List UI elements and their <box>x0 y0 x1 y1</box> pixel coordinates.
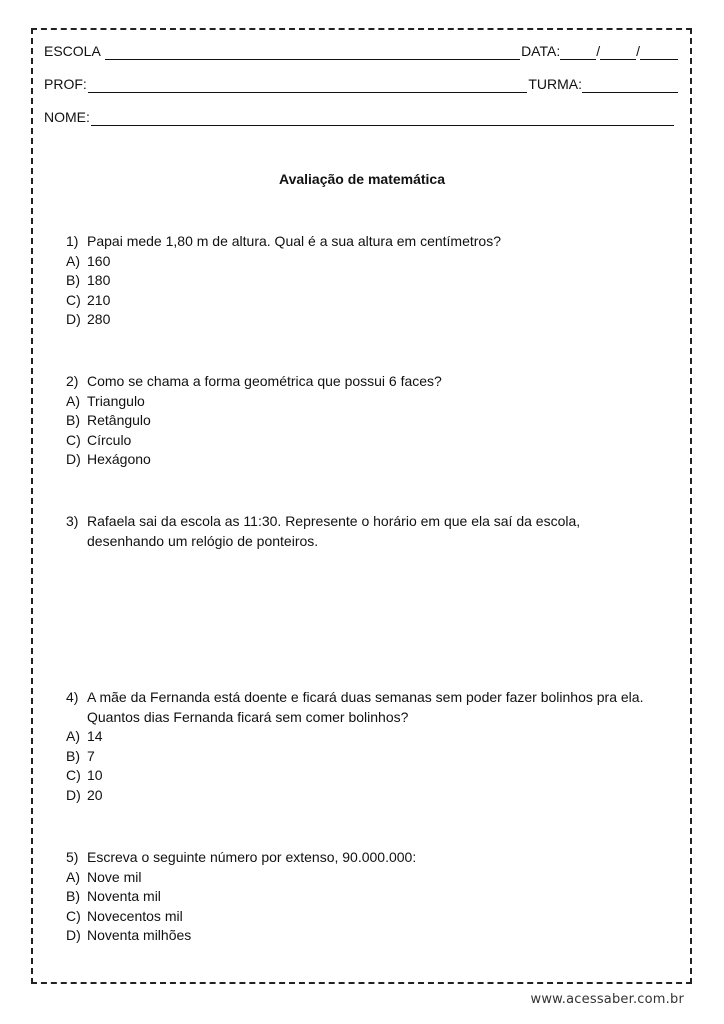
option-text: 160 <box>87 252 111 269</box>
option-b[interactable] <box>66 271 706 291</box>
option-text: Noventa milhões <box>87 927 192 944</box>
answer-area[interactable] <box>66 560 666 680</box>
option-a[interactable] <box>66 392 706 412</box>
option-text: 7 <box>87 747 95 764</box>
option-letter: C) <box>66 291 81 308</box>
option-text: 180 <box>87 272 111 289</box>
option-b[interactable] <box>66 747 698 767</box>
date-month-field[interactable] <box>600 45 636 60</box>
teacher-field[interactable] <box>88 78 528 93</box>
option-a[interactable] <box>66 252 706 272</box>
class-field[interactable] <box>582 78 678 93</box>
option-b[interactable] <box>66 411 706 431</box>
date-year-field[interactable] <box>640 45 678 60</box>
date-day-field[interactable] <box>560 45 596 60</box>
option-c[interactable] <box>66 766 698 786</box>
question-text: Como se chama a forma geométrica que possui 6 faces? <box>87 373 442 389</box>
question-number: 4) <box>66 689 79 705</box>
date-separator: / <box>636 43 640 59</box>
option-letter: D) <box>66 451 81 468</box>
option-letter: A) <box>66 392 80 409</box>
question-number: 3) <box>66 513 79 529</box>
option-text: 14 <box>87 728 103 745</box>
question-text: A mãe da Fernanda está doente e ficará duas semanas sem poder fazer bolinhos pra ela. Quantos dias Fernanda ficará sem comer bolinhos? <box>87 689 644 725</box>
option-a[interactable] <box>66 868 706 888</box>
option-text: 210 <box>87 291 111 308</box>
name-label: NOME: <box>44 109 90 125</box>
option-d[interactable] <box>66 450 706 470</box>
option-letter: A) <box>66 728 80 745</box>
option-letter: C) <box>66 907 81 924</box>
option-letter: B) <box>66 272 80 289</box>
option-letter: B) <box>66 412 80 429</box>
option-letter: C) <box>66 431 81 448</box>
option-text: Nove mil <box>87 868 142 885</box>
option-text: Círculo <box>87 431 132 448</box>
option-letter: D) <box>66 311 81 328</box>
date-label: DATA: <box>521 43 561 59</box>
option-letter: C) <box>66 767 81 784</box>
option-text: Triangulo <box>87 392 145 409</box>
option-letter: A) <box>66 868 80 885</box>
question-number: 2) <box>66 373 79 389</box>
option-d[interactable] <box>66 926 706 946</box>
option-d[interactable] <box>66 786 698 806</box>
option-a[interactable] <box>66 727 698 747</box>
option-text: 280 <box>87 311 111 328</box>
option-text: 20 <box>87 786 103 803</box>
question-1 <box>66 232 706 330</box>
question-text: Papai mede 1,80 m de altura. Qual é a sua altura em centímetros? <box>87 233 502 249</box>
option-letter: A) <box>66 252 80 269</box>
name-field[interactable] <box>91 111 674 126</box>
question-number: 5) <box>66 849 79 865</box>
option-letter: D) <box>66 786 81 803</box>
question-3 <box>66 512 626 551</box>
header-name-row <box>44 108 678 126</box>
option-letter: D) <box>66 927 81 944</box>
date-separator: / <box>596 43 601 59</box>
teacher-label: PROF: <box>44 76 87 92</box>
option-c[interactable] <box>66 431 706 451</box>
question-text: Escreva o seguinte número por extenso, 90.000.000: <box>87 849 417 865</box>
option-c[interactable] <box>66 907 706 927</box>
question-5 <box>66 848 706 946</box>
option-b[interactable] <box>66 887 706 907</box>
header-school-row <box>44 42 678 60</box>
header-teacher-row <box>44 75 678 93</box>
class-label: TURMA: <box>528 76 582 92</box>
school-field[interactable] <box>105 45 520 60</box>
option-letter: B) <box>66 747 80 764</box>
question-4 <box>66 688 698 806</box>
option-c[interactable] <box>66 291 706 311</box>
option-text: 10 <box>87 767 103 784</box>
school-label: ESCOLA <box>44 43 101 59</box>
question-2 <box>66 372 706 470</box>
question-number: 1) <box>66 233 79 249</box>
page-title: Avaliação de matemática <box>278 171 445 187</box>
option-letter: B) <box>66 888 80 905</box>
footer-url[interactable]: www.acessaber.com.br <box>530 992 684 1007</box>
option-d[interactable] <box>66 310 706 330</box>
option-text: Retângulo <box>87 412 151 429</box>
question-text: Rafaela sai da escola as 11:30. Represente o horário em que ela saí da escola, desenhando um relógio de ponteiros. <box>87 513 581 549</box>
option-text: Hexágono <box>87 451 151 468</box>
option-text: Noventa mil <box>87 888 161 905</box>
option-text: Novecentos mil <box>87 907 183 924</box>
